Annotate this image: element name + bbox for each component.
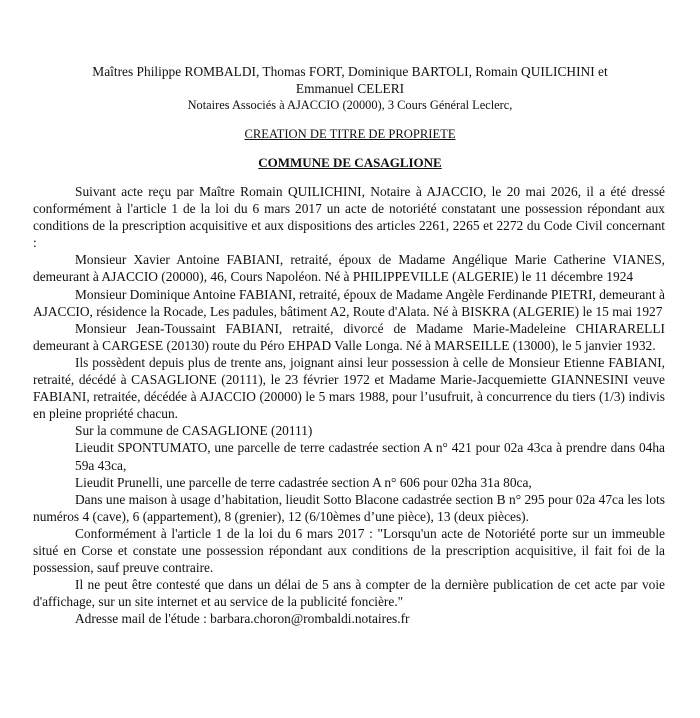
intro-paragraph: Suivant acte reçu par Maître Romain QUILICHINI, Notaire à AJACCIO, le 20 mai 2026, il a été dressé conformément à l'article 1 de la loi du 6 mars 2017 un acte de notoriété constatant une possession répondant aux conditions de la prescription acquisitive et aux dispositions des articles 2261, 2265 et 2272 du Code Civil concernant : <box>33 184 665 251</box>
office-address: Notaires Associés à AJACCIO (20000), 3 Cours Général Leclerc, <box>187 98 513 112</box>
commune-paragraph: Sur la commune de CASAGLIONE (20111) <box>75 423 313 439</box>
creation-title: CREATION DE TITRE DE PROPRIETE <box>244 127 456 141</box>
possession-paragraph: Ils possèdent depuis plus de trente ans, joignant ainsi leur possession à celle de Monsieur Etienne FABIANI, retraité, décédé à CASAGLIONE (20111), le 23 février 1972 et Madame Marie-Jacquemiette GIANNESINI veuve FABIANI, retraitée, décédée à AJACCIO (20000) le 5 mars 1988, pour l’usufruit, à concurrence du tiers (1/3) indivis en pleine propriété chacun. <box>33 354 665 422</box>
parcel-paragraph-2: Lieudit Prunelli, une parcelle de terre cadastrée section A n° 606 pour 02ha 31a 80ca, <box>75 474 532 490</box>
notaries-line-2: Emmanuel CELERI <box>295 81 405 97</box>
owner-paragraph-1: Monsieur Xavier Antoine FABIANI, retraité, époux de Madame Angélique Marie Catherine VIANES, demeurant à AJACCIO (20000), 46, Cours Napoléon. Né à PHILIPPEVILLE (ALGERIE) le 11 décembre 1924 <box>33 252 665 285</box>
commune-title: COMMUNE DE CASAGLIONE <box>258 155 442 170</box>
house-paragraph: Dans une maison à usage d’habitation, lieudit Sotto Blacone cadastrée section B n° 295 pour 02a 47ca les lots numéros 4 (cave), 6 (appartement), 8 (grenier), 12 (6/10èmes d’une pièce), 13 (deux pièces). <box>33 491 665 524</box>
email-paragraph: Adresse mail de l'étude : barbara.choron@rombaldi.notaires.fr <box>75 611 410 627</box>
notaries-header <box>20 63 680 97</box>
notice-body <box>33 183 665 627</box>
law-paragraph: Conformément à l'article 1 de la loi du 6 mars 2017 : "Lorsqu'un acte de Notoriété porte sur un immeuble situé en Corse et constate une possession répondant aux conditions de la prescription acquisitive, il fait foi de la possession, sauf preuve contraire. <box>33 525 665 576</box>
notaries-line-1: Maîtres Philippe ROMBALDI, Thomas FORT, Dominique BARTOLI, Romain QUILICHINI et <box>92 64 608 79</box>
owner-paragraph-3: Monsieur Jean-Toussaint FABIANI, retraité, divorcé de Madame Marie-Madeleine CHIARARELLI demeurant à CARGESE (20130) route du Péro EHPAD Valle Longa. Né à MARSEILLE (13000), le 5 janvier 1932. <box>33 320 665 353</box>
contest-paragraph: Il ne peut être contesté que dans un délai de 5 ans à compter de la dernière publication de cet acte par voie d'affichage, sur un site internet et au service de la publicité foncière." <box>33 577 665 610</box>
parcel-paragraph-1: Lieudit SPONTUMATO, une parcelle de terre cadastrée section A n° 421 pour 02a 43ca à prendre dans 04ha 59a 43ca, <box>75 440 665 473</box>
owner-paragraph-2: Monsieur Dominique Antoine FABIANI, retraité, époux de Madame Angèle Ferdinande PIETRI, demeurant à AJACCIO, résidence la Rocade, Les padules, bâtiment A2, Route d'Alata. Né à BISKRA (ALGERIE) le 15 mai 1927 <box>33 286 665 319</box>
